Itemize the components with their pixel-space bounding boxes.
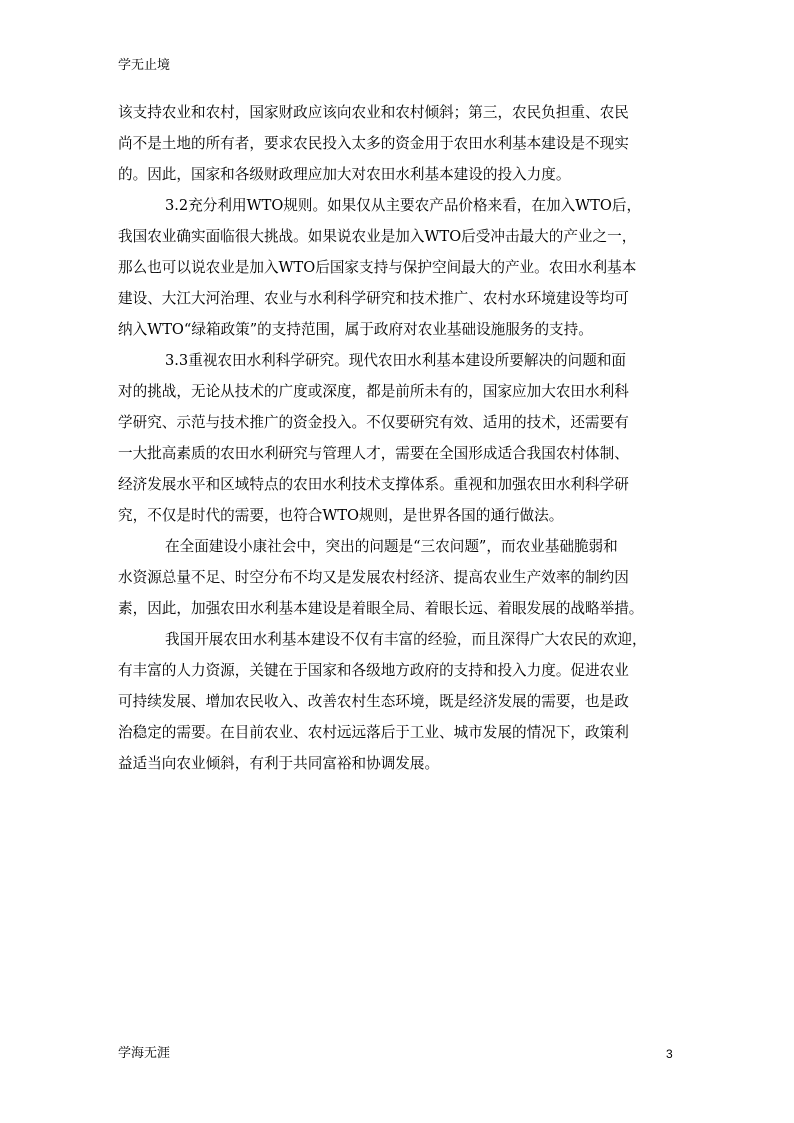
paragraph-4-line-1: 在全面建设小康社会中，突出的问题是“三农问题”，而农业基础脆弱和	[165, 538, 618, 555]
paragraph-2-line-2: 我国农业确实面临很大挑战。如果说农业是加入WTO后受冲击最大的产业之一，	[118, 228, 637, 245]
paragraph-5-line-4: 治稳定的需要。在目前农业、农村远远落后于工业、城市发展的情况下，政策利	[118, 724, 629, 741]
paragraph-3-line-6: 究，不仅是时代的需要，也符合WTO规则，是世界各国的通行做法。	[118, 507, 564, 524]
paragraph-5-line-2: 有丰富的人力资源，关键在于国家和各级地方政府的支持和投入力度。促进农业	[118, 662, 629, 679]
paragraph-1-line-2: 尚不是土地的所有者，要求农民投入太多的资金用于农田水利基本建设是不现实	[118, 135, 629, 152]
paragraph-3-line-1: 3.3重视农田水利科学研究。现代农田水利基本建设所要解决的问题和面	[165, 352, 627, 369]
paragraph-1-line-3: 的。因此，国家和各级财政理应加大对农田水利基本建设的投入力度。	[118, 166, 571, 183]
paragraph-2-line-3: 那么也可以说农业是加入WTO后国家支持与保护空间最大的产业。农田水利基本	[118, 259, 637, 276]
paragraph-2-line-4: 建设、大江大河治理、农业与水利科学研究和技术推广、农村水环境建设等均可	[118, 290, 629, 307]
paragraph-5-line-1: 我国开展农田水利基本建设不仅有丰富的经验，而且深得广大农民的欢迎，	[165, 631, 647, 648]
paragraph-4-line-2: 水资源总量不足、时空分布不均又是发展农村经济、提高农业生产效率的制约因	[118, 569, 629, 586]
page-footer-text: 学海无涯	[118, 1046, 171, 1061]
paragraph-4-line-3: 素，因此，加强农田水利基本建设是着眼全局、着眼长远、着眼发展的战略举措。	[118, 600, 644, 617]
paragraph-3-line-2: 对的挑战，无论从技术的广度或深度，都是前所未有的，国家应加大农田水利科	[118, 383, 629, 400]
paragraph-3-line-3: 学研究、示范与技术推广的资金投入。不仅要研究有效、适用的技术，还需要有	[118, 414, 629, 431]
paragraph-2-line-5: 纳入WTO“绿箱政策”的支持范围，属于政府对农业基础设施服务的支持。	[118, 321, 593, 338]
paragraph-1-line-1: 该支持农业和农村，国家财政应该向农业和农村倾斜；第三，农民负担重、农民	[118, 104, 629, 121]
page-header: 学无止境	[118, 58, 171, 73]
paragraph-2-line-1: 3.2充分利用WTO规则。如果仅从主要农产品价格来看，在加入WTO后，	[165, 197, 642, 214]
paragraph-5-line-3: 可持续发展、增加农民收入、改善农村生态环境，既是经济发展的需要，也是政	[118, 693, 629, 710]
paragraph-5-line-5: 益适当向农业倾斜，有利于共同富裕和协调发展。	[118, 755, 440, 772]
document-body	[118, 97, 678, 779]
paragraph-3-line-5: 经济发展水平和区域特点的农田水利技术支撑体系。重视和加强农田水利科学研	[118, 476, 629, 493]
paragraph-3-line-4: 一大批高素质的农田水利研究与管理人才，需要在全国形成适合我国农村体制、	[118, 445, 629, 462]
page-number: 3	[666, 1047, 673, 1061]
